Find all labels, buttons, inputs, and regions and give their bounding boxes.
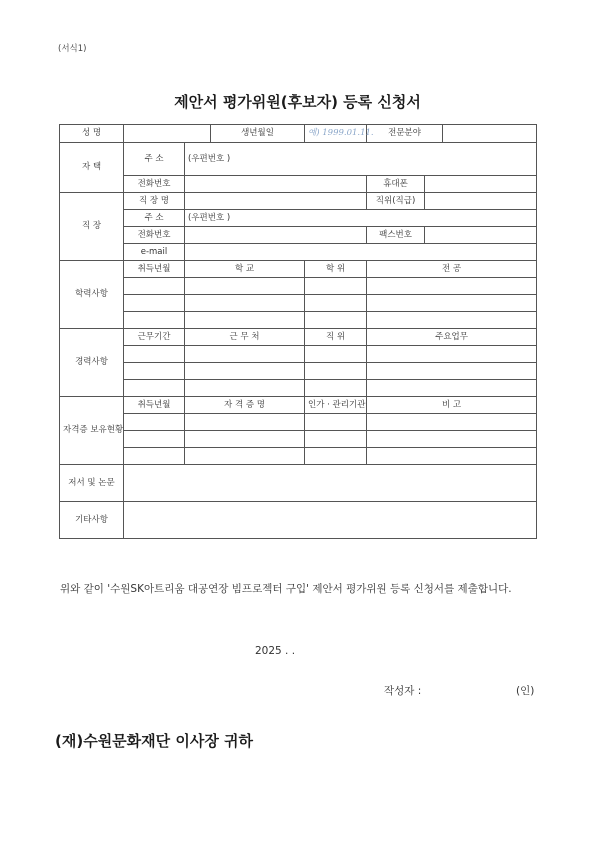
- education-header-row: [60, 261, 537, 278]
- table-cell[interactable]: [367, 346, 537, 363]
- career-header-cell: 주요업무: [367, 329, 537, 346]
- table-cell[interactable]: [305, 414, 367, 431]
- date-line[interactable]: 2025 . .: [255, 645, 296, 657]
- other-row: [60, 502, 537, 539]
- table-cell[interactable]: [185, 380, 305, 397]
- table-row: [60, 431, 537, 448]
- table-row: [60, 278, 537, 295]
- education-header-cell: 전 공: [367, 261, 537, 278]
- table-cell[interactable]: [185, 448, 305, 465]
- table-cell[interactable]: [185, 295, 305, 312]
- page-title: 제안서 평가위원(후보자) 등록 신청서: [174, 93, 421, 111]
- email-label: e-mail: [124, 244, 185, 261]
- birth-date-field[interactable]: 예) 1999.01.11.: [305, 125, 367, 143]
- career-header-cell: 근 무 처: [185, 329, 305, 346]
- table-row: [60, 346, 537, 363]
- table-cell[interactable]: [185, 414, 305, 431]
- table-cell[interactable]: [305, 380, 367, 397]
- home-section-label: 자 택: [60, 143, 124, 193]
- position-rank-field[interactable]: [425, 193, 537, 210]
- workplace-row: [60, 193, 537, 210]
- table-cell[interactable]: [185, 431, 305, 448]
- table-row: [60, 414, 537, 431]
- birth-date-label: 생년월일: [211, 125, 305, 143]
- workplace-name-field[interactable]: [185, 193, 367, 210]
- table-cell[interactable]: [367, 363, 537, 380]
- email-row: [60, 244, 537, 261]
- table-cell[interactable]: [367, 380, 537, 397]
- signer-label: 작성자 :: [384, 685, 422, 697]
- table-row: [60, 363, 537, 380]
- table-cell[interactable]: [367, 312, 537, 329]
- table-cell[interactable]: [185, 346, 305, 363]
- work-phone-label: 전화번호: [124, 227, 185, 244]
- table-cell[interactable]: [367, 278, 537, 295]
- table-cell[interactable]: [305, 346, 367, 363]
- education-header-cell: 학 교: [185, 261, 305, 278]
- work-phone-field[interactable]: [185, 227, 367, 244]
- license-header-row: [60, 397, 537, 414]
- work-phone-row: [60, 227, 537, 244]
- workplace-name-label: 직 장 명: [124, 193, 185, 210]
- table-cell[interactable]: [367, 448, 537, 465]
- table-cell[interactable]: [305, 312, 367, 329]
- table-cell[interactable]: [367, 295, 537, 312]
- career-header-cell: 근무기간: [124, 329, 185, 346]
- table-cell[interactable]: [367, 431, 537, 448]
- table-cell[interactable]: [124, 346, 185, 363]
- table-cell[interactable]: [124, 278, 185, 295]
- table-row: [60, 312, 537, 329]
- career-header-cell: 직 위: [305, 329, 367, 346]
- home-address-row: [60, 143, 537, 176]
- table-cell[interactable]: [367, 414, 537, 431]
- work-address-field[interactable]: (우편번호 ): [185, 210, 537, 227]
- license-header-cell: 비 고: [367, 397, 537, 414]
- name-row: [60, 125, 537, 143]
- form-number-label: (서식1): [58, 44, 87, 54]
- education-section-label: 학력사항: [60, 261, 124, 329]
- name-label: 성 명: [60, 125, 124, 143]
- table-cell[interactable]: [124, 312, 185, 329]
- table-cell[interactable]: [305, 431, 367, 448]
- name-field[interactable]: [124, 125, 211, 143]
- table-cell[interactable]: [305, 363, 367, 380]
- other-label: 기타사항: [60, 502, 124, 539]
- license-header-cell: 취득년월: [124, 397, 185, 414]
- career-header-row: [60, 329, 537, 346]
- home-phone-field[interactable]: [185, 176, 367, 193]
- license-header-cell: 인가 · 관리기관: [305, 397, 367, 414]
- seal-mark: (인): [516, 685, 535, 697]
- home-phone-label: 전화번호: [124, 176, 185, 193]
- home-phone-row: [60, 176, 537, 193]
- table-row: [60, 380, 537, 397]
- education-header-cell: 취득년월: [124, 261, 185, 278]
- specialty-field[interactable]: [443, 125, 537, 143]
- fax-field[interactable]: [425, 227, 537, 244]
- mobile-field[interactable]: [425, 176, 537, 193]
- table-cell[interactable]: [185, 312, 305, 329]
- position-rank-label: 직위(직급): [367, 193, 425, 210]
- home-address-field[interactable]: (우편번호 ): [185, 143, 537, 176]
- table-cell[interactable]: [185, 278, 305, 295]
- table-cell[interactable]: [124, 363, 185, 380]
- specialty-label: 전문분야: [367, 125, 443, 143]
- other-field[interactable]: [124, 502, 537, 539]
- application-form-table: [59, 124, 537, 539]
- table-cell[interactable]: [124, 448, 185, 465]
- declaration-statement: 위와 같이 '수원SK아트리움 대공연장 빔프로젝터 구입' 제안서 평가위원 등록 신청서를 제출합니다.: [60, 583, 512, 595]
- license-section-label: 자격증 보유현황: [60, 397, 124, 465]
- table-row: [60, 448, 537, 465]
- education-header-cell: 학 위: [305, 261, 367, 278]
- mobile-label: 휴대폰: [367, 176, 425, 193]
- career-section-label: 경력사항: [60, 329, 124, 397]
- publications-label: 저서 및 논문: [60, 465, 124, 502]
- license-header-cell: 자 격 증 명: [185, 397, 305, 414]
- home-address-label: 주 소: [124, 143, 185, 176]
- publications-row: [60, 465, 537, 502]
- table-cell[interactable]: [124, 380, 185, 397]
- table-cell[interactable]: [124, 414, 185, 431]
- table-cell[interactable]: [305, 448, 367, 465]
- table-cell[interactable]: [124, 295, 185, 312]
- work-section-label: 직 장: [60, 193, 124, 261]
- table-cell[interactable]: [305, 278, 367, 295]
- publications-field[interactable]: [124, 465, 537, 502]
- recipient-line: (재)수원문화재단 이사장 귀하: [55, 732, 254, 750]
- table-cell[interactable]: [124, 431, 185, 448]
- table-row: [60, 295, 537, 312]
- fax-label: 팩스번호: [367, 227, 425, 244]
- table-cell[interactable]: [185, 363, 305, 380]
- table-cell[interactable]: [305, 295, 367, 312]
- work-address-label: 주 소: [124, 210, 185, 227]
- email-field[interactable]: [185, 244, 537, 261]
